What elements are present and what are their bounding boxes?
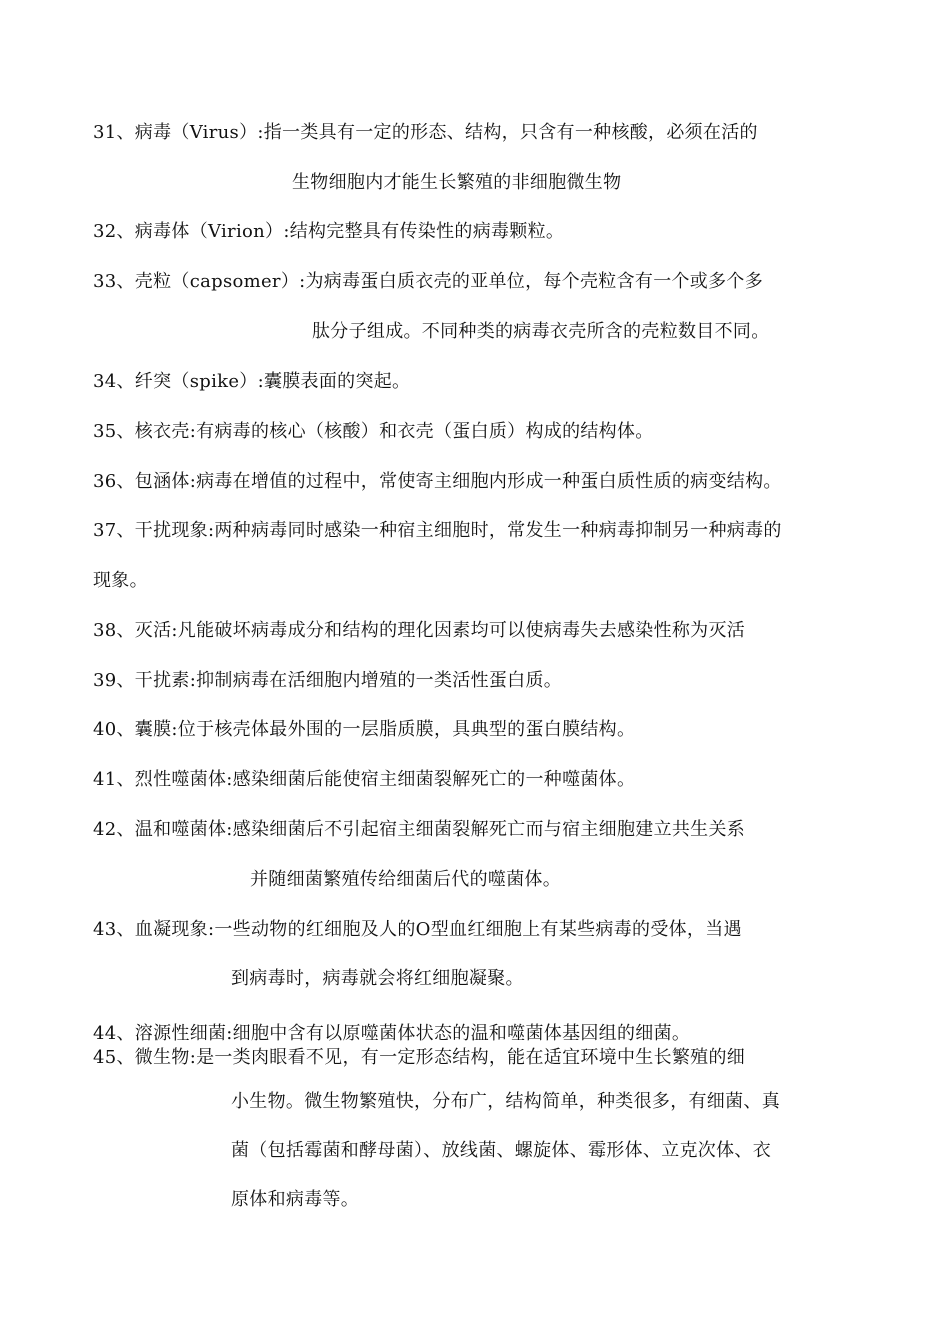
def-31-line-1: 31、病毒（Virus）:指一类具有一定的形态、结构，只含有一种核酸，必须在活的 <box>93 122 758 143</box>
def-31-line-2: 生物细胞内才能生长繁殖的非细胞微生物 <box>292 172 622 193</box>
def-33-line-2: 肽分子组成。不同种类的病毒衣壳所含的壳粒数目不同。 <box>312 321 770 342</box>
def-45-line-3: 菌（包括霉菌和酵母菌）、放线菌、螺旋体、霉形体、立克次体、衣 <box>231 1140 771 1161</box>
def-42-line-2: 并随细菌繁殖传给细菌后代的噬菌体。 <box>250 869 562 890</box>
def-43-line-1: 43、血凝现象:一些动物的红细胞及人的O型血红细胞上有某些病毒的受体，当遇 <box>93 919 742 940</box>
def-41-line-1: 41、烈性噬菌体:感染细菌后能使宿主细菌裂解死亡的一种噬菌体。 <box>93 769 636 790</box>
def-37-line-1: 37、干扰现象:两种病毒同时感染一种宿主细胞时，常发生一种病毒抑制另一种病毒的 <box>93 520 782 541</box>
def-39-line-1: 39、干扰素:抑制病毒在活细胞内增殖的一类活性蛋白质。 <box>93 670 563 691</box>
def-44-line-1: 44、溶源性细菌:细胞中含有以原噬菌体状态的温和噬菌体基因组的细菌。 <box>93 1023 691 1044</box>
def-38-line-1: 38、灭活:凡能破坏病毒成分和结构的理化因素均可以使病毒失去感染性称为灭活 <box>93 620 746 641</box>
def-45-line-4: 原体和病毒等。 <box>231 1189 360 1210</box>
def-34-line-1: 34、纤突（spike）:囊膜表面的突起。 <box>93 371 411 392</box>
def-45-line-2: 小生物。微生物繁殖快，分布广，结构简单，种类很多，有细菌、真 <box>231 1091 780 1112</box>
def-37-line-2: 现象。 <box>93 570 148 591</box>
def-45-line-1: 45、微生物:是一类肉眼看不见，有一定形态结构，能在适宜环境中生长繁殖的细 <box>93 1047 746 1068</box>
def-33-line-1: 33、壳粒（capsomer）:为病毒蛋白质衣壳的亚单位，每个壳粒含有一个或多个多 <box>93 271 763 292</box>
def-36-line-1: 36、包涵体:病毒在增值的过程中，常使寄主细胞内形成一种蛋白质性质的病变结构。 <box>93 471 782 492</box>
def-32-line-1: 32、病毒体（Virion）:结构完整具有传染性的病毒颗粒。 <box>93 221 565 242</box>
def-40-line-1: 40、囊膜:位于核壳体最外围的一层脂质膜，具典型的蛋白膜结构。 <box>93 719 636 740</box>
def-42-line-1: 42、温和噬菌体:感染细菌后不引起宿主细菌裂解死亡而与宿主细胞建立共生关系 <box>93 819 746 840</box>
def-43-line-2: 到病毒时，病毒就会将红细胞凝聚。 <box>231 968 524 989</box>
def-35-line-1: 35、核衣壳:有病毒的核心（核酸）和衣壳（蛋白质）构成的结构体。 <box>93 421 654 442</box>
